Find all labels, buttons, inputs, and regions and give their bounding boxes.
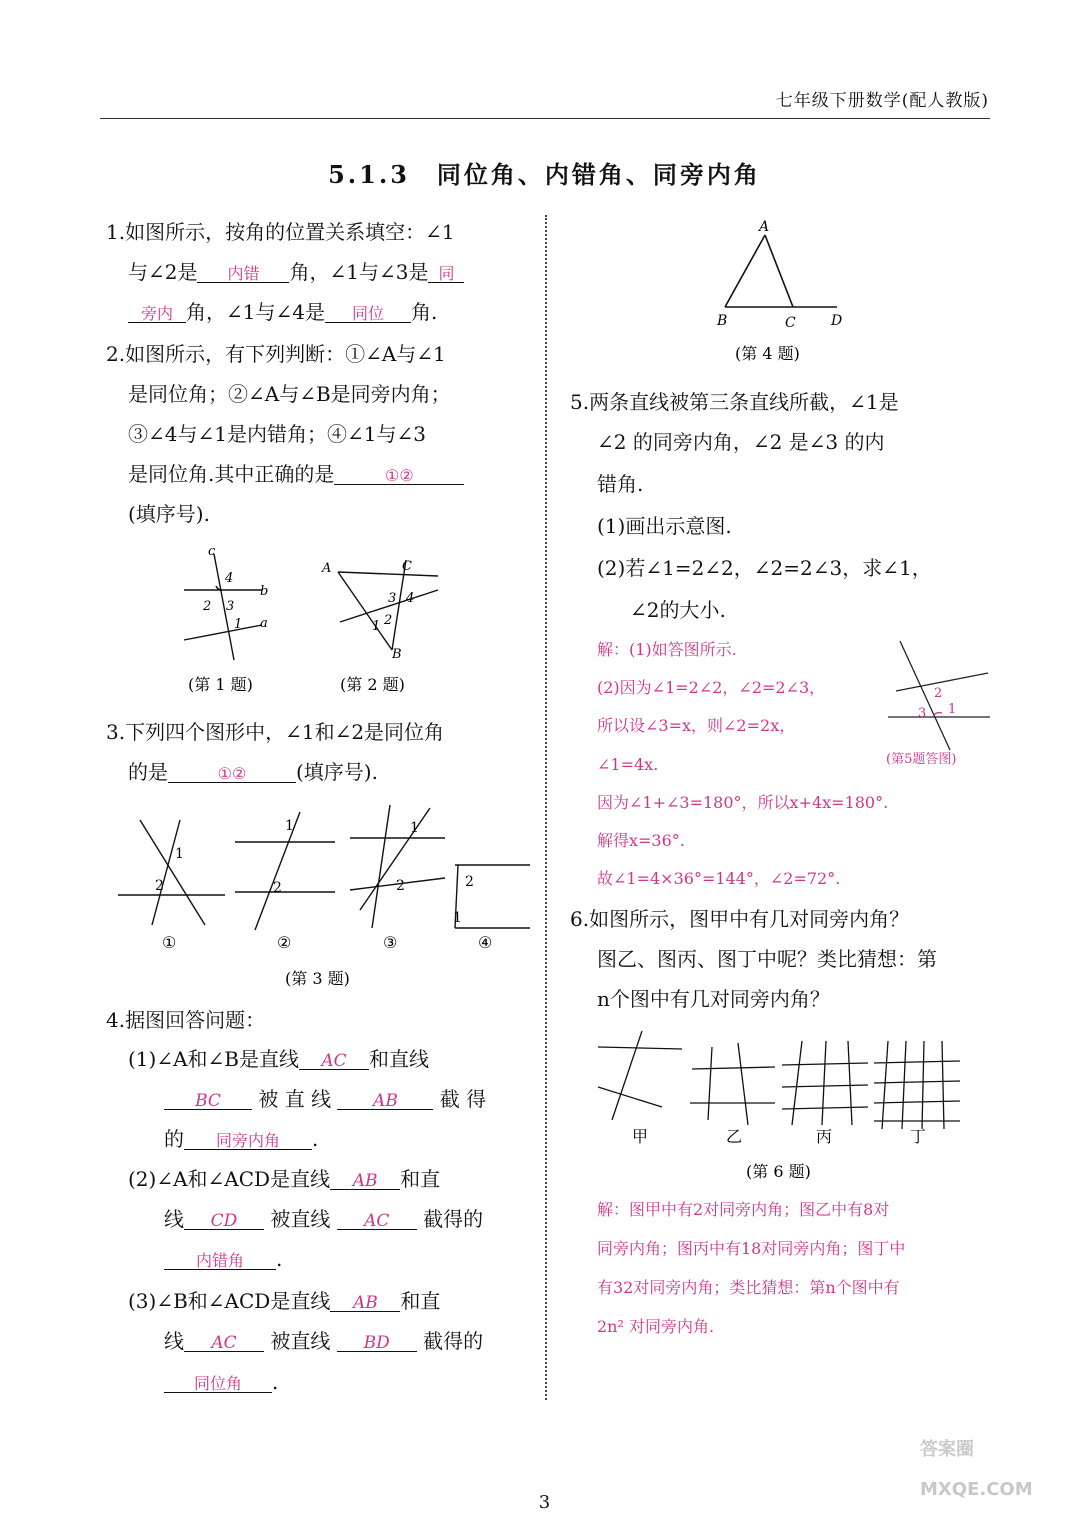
- q5-line1: 5.两条直线被第三条直线所截，∠1是: [570, 390, 899, 414]
- q5-fig-caption: (第5题答图): [886, 752, 957, 767]
- fig6-caption: (第 6 题): [746, 1162, 811, 1181]
- q5-line3: 错角.: [597, 472, 644, 496]
- fig3-1-angle1: 1: [175, 846, 184, 862]
- q6-line3: n个图中有几对同旁内角？: [597, 987, 830, 1011]
- fig2-label-A: A: [322, 561, 332, 576]
- figure-3: [110, 800, 540, 995]
- fig3-2-angle1: 1: [285, 818, 294, 834]
- fig4-label-B: B: [717, 313, 728, 329]
- fig6-name-jia: 甲: [632, 1127, 649, 1146]
- q5-answer-figure: [878, 635, 993, 770]
- fig1-label-4: 4: [225, 571, 234, 586]
- fig1-label-c: c: [208, 544, 216, 559]
- q4-p1-line3: 的 同旁内角 .: [164, 1127, 319, 1151]
- fig2-label-2: 2: [384, 613, 393, 628]
- q4-p1-line1: (1)∠A和∠B是直线 AC 和直线: [128, 1047, 429, 1071]
- q5-solution-1: 解：(1)如答图所示.: [597, 640, 737, 659]
- q5-solution-3: 所以设∠3=x，则∠2=2x，: [597, 716, 796, 735]
- q1-line3: 旁内 角，∠1与∠4是 同位 角.: [128, 298, 437, 326]
- fig3-num-4: ④: [478, 933, 493, 952]
- q4-head: 4.据图回答问题：: [106, 1008, 266, 1032]
- q5-solution-2: (2)因为∠1=2∠2，∠2=2∠3，: [597, 678, 826, 697]
- fig6-name-ding: 丁: [910, 1127, 927, 1146]
- q6-solution-3: 有32对同旁内角；类比猜想：第n个图中有: [597, 1278, 900, 1297]
- q5-solution-5: 因为∠1+∠3=180°，所以x+4x=180°.: [597, 793, 889, 812]
- fig3-4-angle2: 2: [465, 874, 474, 890]
- fig4-label-A: A: [759, 219, 770, 235]
- figure-4: [705, 215, 865, 365]
- fig6-name-bing: 丙: [816, 1127, 833, 1146]
- q5-solution-4: ∠1=4x.: [597, 755, 659, 774]
- fig4-caption: (第 4 题): [735, 344, 800, 363]
- figures-1-2: [170, 540, 470, 705]
- q3-line2: 的是 ①② (填序号).: [128, 760, 378, 784]
- q5-fig-label-1: 1: [948, 702, 957, 717]
- fig4-label-C: C: [785, 315, 796, 331]
- fig2-label-C: C: [402, 559, 412, 574]
- header-rule: [100, 118, 990, 119]
- q2-line1: 2.如图所示，有下列判断：①∠A与∠1: [106, 342, 446, 366]
- q1-line1: 1.如图所示，按角的位置关系填空：∠1: [106, 220, 455, 244]
- q6-solution-2: 同旁内角；图丙中有18对同旁内角；图丁中: [597, 1239, 906, 1258]
- fig3-3-angle2: 2: [396, 878, 405, 894]
- q5-line4: (1)画出示意图.: [597, 514, 732, 538]
- q5-fig-label-2: 2: [934, 686, 943, 701]
- q4-p2-line1: (2)∠A和∠ACD是直线 AB 和直: [128, 1167, 441, 1191]
- fig1-label-b: b: [260, 584, 269, 599]
- fig3-3-angle1: 1: [410, 820, 419, 836]
- q4-p3-line1: (3)∠B和∠ACD是直线 AB 和直: [128, 1289, 441, 1313]
- q1-line2: 与∠2是 内错 角，∠1与∠3是 同: [128, 258, 464, 286]
- fig2-label-3: 3: [388, 591, 397, 606]
- fig1-label-a: a: [260, 616, 268, 631]
- fig3-num-3: ③: [383, 933, 398, 952]
- q6-line2: 图乙、图丙、图丁中呢？类比猜想：第: [597, 947, 937, 971]
- q2-line2: 是同位角；②∠A与∠B是同旁内角；: [128, 382, 451, 406]
- fig6-name-yi: 乙: [726, 1127, 743, 1146]
- fig4-label-D: D: [831, 313, 843, 329]
- fig1-label-3: 3: [226, 599, 235, 614]
- fig3-caption: (第 3 题): [285, 969, 350, 988]
- q2-line3: ③∠4与∠1是内错角；④∠1与∠3: [128, 422, 426, 446]
- fig3-2-angle2: 2: [273, 880, 282, 896]
- q4-p3-line2: 线 AC 被直线 BD 截得的: [164, 1329, 484, 1353]
- fig3-num-2: ②: [277, 933, 292, 952]
- q4-p1-line2: BC 被 直 线 AB 截 得: [164, 1085, 486, 1113]
- q5-line5: (2)若∠1=2∠2，∠2=2∠3，求∠1，: [597, 556, 932, 580]
- watermark-logo: 答案圈 MXQE.COM: [920, 1439, 1033, 1500]
- q5-line6: ∠2的大小.: [630, 598, 726, 622]
- q6-solution-4: 2n² 对同旁内角.: [597, 1317, 715, 1336]
- q2-line5: (填序号).: [128, 502, 210, 526]
- section-title: 5.1.3 同位角、内错角、同旁内角: [328, 160, 761, 189]
- q5-line2: ∠2 的同旁内角，∠2 是∠3 的内: [597, 430, 885, 454]
- q5-fig-label-3: 3: [918, 706, 927, 721]
- fig1-label-2: 2: [203, 599, 212, 614]
- fig1-label-1: 1: [234, 617, 243, 632]
- book-header: 七年级下册数学(配人教版): [775, 91, 989, 111]
- q6-line1: 6.如图所示，图甲中有几对同旁内角？: [570, 907, 910, 931]
- fig3-num-1: ①: [162, 933, 177, 952]
- fig1-caption: (第 1 题): [188, 675, 253, 694]
- q4-p3-line3: 同位角 .: [164, 1368, 278, 1396]
- q6-solution-1: 解：图甲中有2对同旁内角；图乙中有8对: [597, 1200, 890, 1219]
- fig2-caption: (第 2 题): [340, 675, 405, 694]
- q4-p2-line2: 线 CD 被直线 AC 截得的: [164, 1207, 484, 1231]
- figure-1: [184, 554, 262, 660]
- q4-p2-line3: 内错角 .: [164, 1245, 282, 1273]
- column-divider: [545, 215, 547, 1400]
- figure-6: [590, 1025, 970, 1185]
- q3-line1: 3.下列四个图形中，∠1和∠2是同位角: [106, 720, 445, 744]
- fig2-label-1: 1: [372, 619, 381, 634]
- fig3-1-angle2: 2: [155, 878, 164, 894]
- page-number: 3: [538, 1492, 551, 1513]
- q5-solution-6: 解得x=36°.: [597, 831, 685, 850]
- q5-solution-7: 故∠1=4×36°=144°，∠2=72°.: [597, 869, 841, 888]
- q2-line4: 是同位角.其中正确的是 ①②: [128, 460, 464, 488]
- fig3-4-angle1: 1: [453, 910, 462, 926]
- fig2-label-4: 4: [406, 591, 415, 606]
- fig2-label-B: B: [392, 647, 402, 662]
